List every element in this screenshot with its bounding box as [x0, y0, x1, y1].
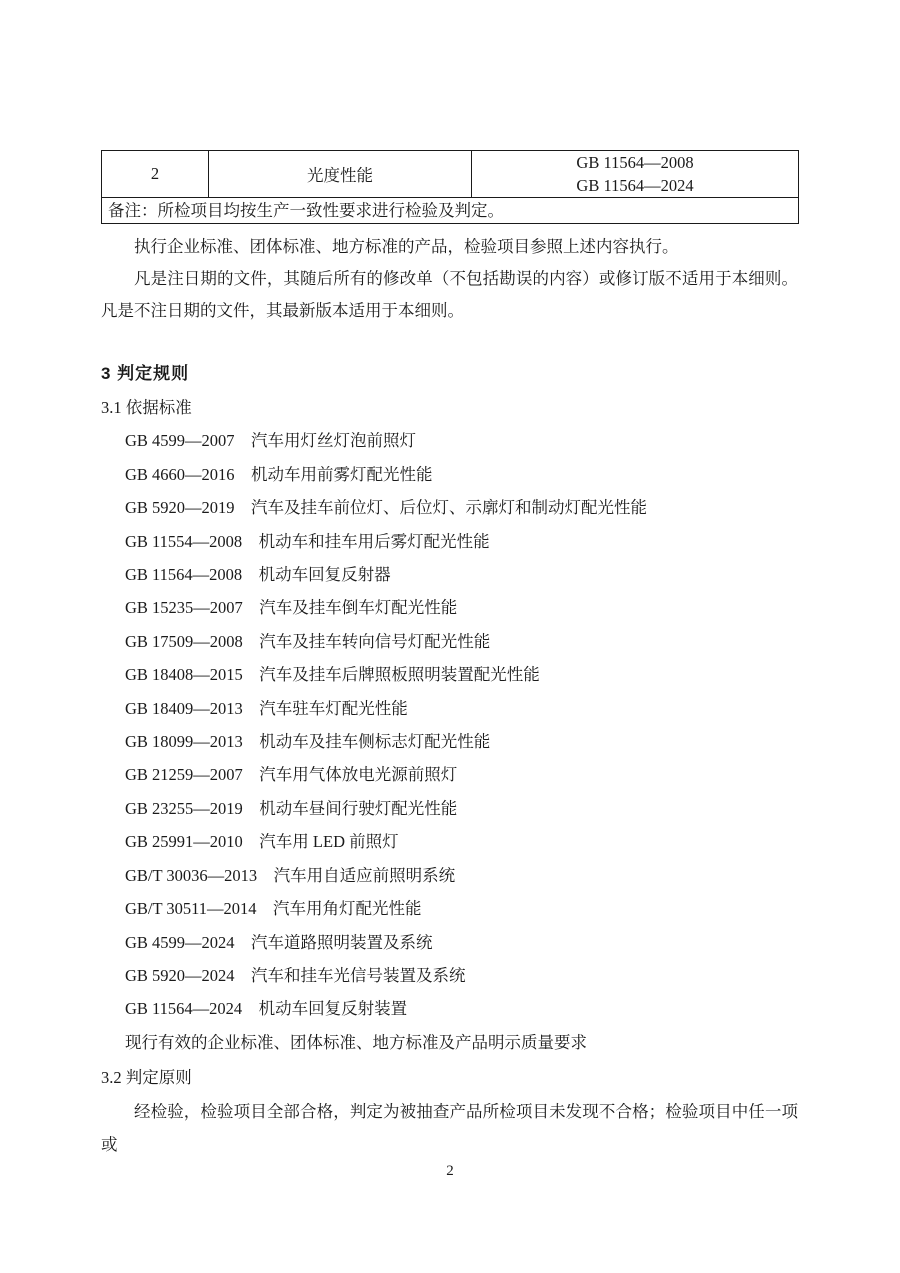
- section-3-1-heading: 3.1 依据标准: [101, 398, 192, 417]
- standard-item: GB 5920—2019 汽车及挂车前位灯、后位灯、示廓灯和制动灯配光性能: [125, 498, 648, 518]
- standard-item: GB 23255—2019 机动车昼间行驶灯配光性能: [125, 798, 458, 818]
- section-3-heading: 3 判定规则: [101, 364, 190, 383]
- standards-closing-line: 现行有效的企业标准、团体标准、地方标准及产品明示质量要求: [125, 1032, 587, 1052]
- standard-item: GB 17509—2008 汽车及挂车转向信号灯配光性能: [125, 631, 491, 651]
- standard-item: GB 25991—2010 汽车用 LED 前照灯: [125, 832, 399, 852]
- standard-ref-line: GB 11564—2008: [576, 153, 694, 172]
- standard-item: GB 5920—2024 汽车和挂车光信号装置及系统: [125, 965, 466, 985]
- paragraph-judgement-principle: 经检验，检验项目全部合格，判定为被抽查产品所检项目未发现不合格；检验项目中任一项或: [101, 1101, 798, 1154]
- paragraph-exec-standards: 执行企业标准、团体标准、地方标准的产品，检验项目参照上述内容执行。: [134, 237, 679, 256]
- standard-item: GB 11564—2024 机动车回复反射装置: [125, 999, 408, 1019]
- standard-item: GB 18408—2015 汽车及挂车后牌照板照明装置配光性能: [125, 665, 540, 685]
- standard-item: GB 15235—2007 汽车及挂车倒车灯配光性能: [125, 598, 458, 618]
- paragraph-dated-documents: 凡是注日期的文件，其随后所有的修改单（不包括勘误的内容）或修订版不适用于本细则。凡是不注日期的文件，其最新版本适用于本细则。: [101, 269, 798, 320]
- inspection-items-table: [101, 150, 799, 224]
- table-cell-standards: [472, 151, 799, 198]
- standard-item: GB 11564—2008 机动车回复反射器: [125, 565, 391, 585]
- standard-item: GB 4599—2024 汽车道路照明装置及系统: [125, 932, 433, 952]
- page-content: [101, 150, 798, 1161]
- standard-item: GB 11554—2008 机动车和挂车用后雾灯配光性能: [125, 531, 490, 551]
- standard-item: GB 21259—2007 汽车用气体放电光源前照灯: [125, 765, 458, 785]
- standard-item: GB 4599—2007 汽车用灯丝灯泡前照灯: [125, 431, 417, 451]
- table-cell-project: 光度性能: [209, 151, 472, 198]
- section-3-2-heading: 3.2 判定原则: [101, 1068, 192, 1088]
- standard-item: GB/T 30511—2014 汽车用角灯配光性能: [125, 899, 422, 919]
- standard-item: GB 4660—2016 机动车用前雾灯配光性能: [125, 464, 433, 484]
- standard-item: GB 18099—2013 机动车及挂车侧标志灯配光性能: [125, 732, 491, 752]
- table-cell-index: 2: [102, 151, 209, 198]
- page-number: 2: [446, 1163, 454, 1179]
- standard-ref-line: GB 11564—2024: [576, 176, 694, 195]
- standard-item: GB/T 30036—2013 汽车用自适应前照明系统: [125, 865, 456, 885]
- table-row: [102, 151, 799, 198]
- table-note-cell: 备注：所检项目均按生产一致性要求进行检验及判定。: [102, 198, 799, 224]
- table-note-row: [102, 198, 799, 224]
- standards-list: [125, 424, 798, 1025]
- standard-item: GB 18409—2013 汽车驻车灯配光性能: [125, 698, 408, 718]
